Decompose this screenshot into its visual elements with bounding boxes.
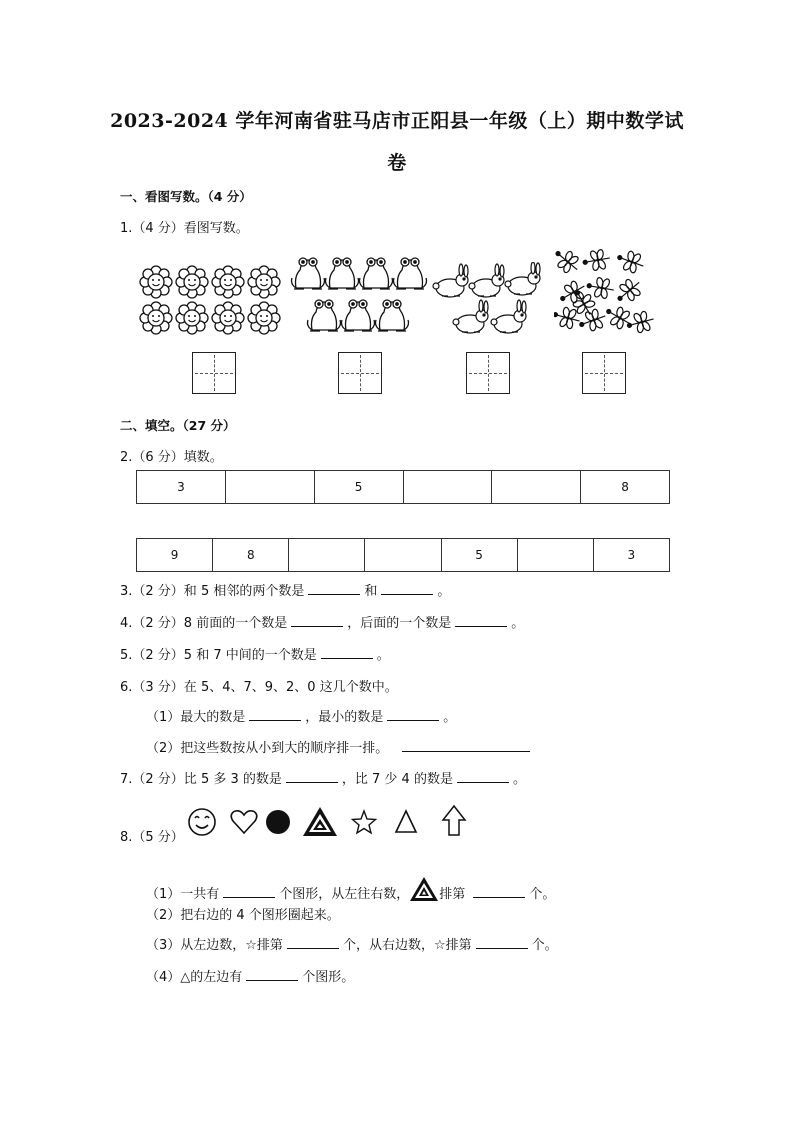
flower-icon xyxy=(176,266,208,298)
flower-icon xyxy=(140,266,172,298)
dragonflies-picture xyxy=(554,248,654,336)
question-8-shapes xyxy=(186,802,470,842)
question-5-text: 5.（2 分）5 和 7 中间的一个数是 xyxy=(120,648,317,663)
flowers-picture xyxy=(138,262,288,338)
flower-icon xyxy=(212,302,244,334)
question-3 xyxy=(120,580,450,599)
question-3-text: 和 xyxy=(364,584,378,599)
table-cell-blank[interactable] xyxy=(403,471,492,504)
answer-blank[interactable] xyxy=(286,770,338,783)
question-6-1-text: ，最小的数是 xyxy=(305,710,384,725)
number-sequence-table-1 xyxy=(136,470,670,504)
nested-triangle-icon xyxy=(303,807,337,836)
flower-icon xyxy=(248,266,280,298)
question-7-text: 7.（2 分）比 5 多 3 的数是 xyxy=(120,772,282,787)
number-sequence-table-2 xyxy=(136,538,670,572)
question-8-part-4 xyxy=(146,966,354,985)
question-3-text: 。 xyxy=(437,584,451,599)
answer-blank[interactable] xyxy=(321,646,373,659)
question-5 xyxy=(120,644,390,663)
flower-icon xyxy=(248,302,280,334)
answer-blank[interactable] xyxy=(473,885,525,898)
answer-blank[interactable] xyxy=(308,582,360,595)
question-8-4-text: （4）△的左边有 xyxy=(146,970,243,985)
question-7-text: 。 xyxy=(512,772,526,787)
question-6-part-1 xyxy=(146,706,456,725)
answer-box-flowers[interactable] xyxy=(192,352,236,394)
question-7 xyxy=(120,768,526,787)
star-outline-icon xyxy=(353,811,376,833)
answer-blank[interactable] xyxy=(291,614,343,627)
answer-blank[interactable] xyxy=(223,885,275,898)
heart-outline-icon xyxy=(231,811,257,833)
table-cell: 5 xyxy=(441,539,517,572)
question-4 xyxy=(120,612,524,631)
answer-blank[interactable] xyxy=(381,582,433,595)
question-4-text: 。 xyxy=(511,616,525,631)
frogs-picture xyxy=(290,250,430,338)
table-cell-blank[interactable] xyxy=(289,539,365,572)
table-cell: 5 xyxy=(314,471,403,504)
flower-icon xyxy=(176,302,208,334)
question-8-part-1 xyxy=(146,876,555,902)
answer-blank[interactable] xyxy=(455,614,507,627)
answer-blank[interactable] xyxy=(387,708,439,721)
question-8-1-text: 个图形，从左往右数， xyxy=(279,887,410,902)
table-cell: 3 xyxy=(137,471,226,504)
answer-box-rabbits[interactable] xyxy=(466,352,510,394)
question-4-text: ，后面的一个数是 xyxy=(347,616,452,631)
table-cell: 3 xyxy=(593,539,669,572)
answer-blank[interactable] xyxy=(402,739,530,752)
question-8-1-text: （1）一共有 xyxy=(146,887,220,902)
up-arrow-outline-icon xyxy=(443,806,465,835)
question-8-part-2: （2）把右边的 4 个图形圈起来。 xyxy=(146,908,340,923)
table-cell-blank[interactable] xyxy=(365,539,441,572)
smiley-face-icon xyxy=(189,809,215,835)
answer-blank[interactable] xyxy=(457,770,509,783)
question-8: 8.（5 分） xyxy=(120,830,184,845)
answer-blank[interactable] xyxy=(287,936,339,949)
flower-icon xyxy=(140,302,172,334)
rabbits-picture xyxy=(432,262,544,338)
question-3-text: 3.（2 分）和 5 相邻的两个数是 xyxy=(120,584,305,599)
answer-box-dragonflies[interactable] xyxy=(582,352,626,394)
table-cell: 8 xyxy=(581,471,670,504)
page-title-continued: 卷 xyxy=(387,152,407,174)
question-8-3-text: 个，从右边数，☆排第 xyxy=(342,938,472,953)
question-8-part-3 xyxy=(146,934,558,953)
flower-icon xyxy=(212,266,244,298)
page-title: 2023-2024 学年河南省驻马店市正阳县一年级（上）期中数学试 xyxy=(110,110,684,132)
answer-blank[interactable] xyxy=(249,708,301,721)
answer-blank[interactable] xyxy=(476,936,528,949)
question-8-3-text: 个。 xyxy=(531,938,558,953)
question-6-1-text: 。 xyxy=(443,710,457,725)
question-6: 6.（3 分）在 5、4、7、9、2、0 这几个数中。 xyxy=(120,680,398,695)
filled-circle-icon xyxy=(266,810,290,834)
question-8-1-text: 个。 xyxy=(529,887,556,902)
answer-blank[interactable] xyxy=(246,968,298,981)
question-8-3-text: （3）从左边数，☆排第 xyxy=(146,938,283,953)
question-4-text: 4.（2 分）8 前面的一个数是 xyxy=(120,616,288,631)
question-6-2-text: （2）把这些数按从小到大的顺序排一排。 xyxy=(146,741,389,756)
question-8-1-text: 排第 xyxy=(439,887,466,902)
question-6-1-text: （1）最大的数是 xyxy=(146,710,246,725)
section-1-heading: 一、看图写数。（4 分） xyxy=(120,189,252,204)
table-cell: 8 xyxy=(213,539,289,572)
answer-box-frogs[interactable] xyxy=(338,352,382,394)
question-2: 2.（6 分）填数。 xyxy=(120,450,223,465)
nested-triangle-icon xyxy=(409,876,439,902)
question-6-part-2 xyxy=(146,737,534,756)
table-cell-blank[interactable] xyxy=(517,539,593,572)
question-5-text: 。 xyxy=(376,648,390,663)
triangle-outline-icon xyxy=(396,811,416,832)
question-1: 1.（4 分）看图写数。 xyxy=(120,221,249,236)
table-cell: 9 xyxy=(137,539,213,572)
question-8-4-text: 个图形。 xyxy=(302,970,355,985)
section-2-heading: 二、填空。（27 分） xyxy=(120,418,236,433)
table-cell-blank[interactable] xyxy=(225,471,314,504)
table-cell-blank[interactable] xyxy=(492,471,581,504)
question-7-text: ，比 7 少 4 的数是 xyxy=(341,772,453,787)
